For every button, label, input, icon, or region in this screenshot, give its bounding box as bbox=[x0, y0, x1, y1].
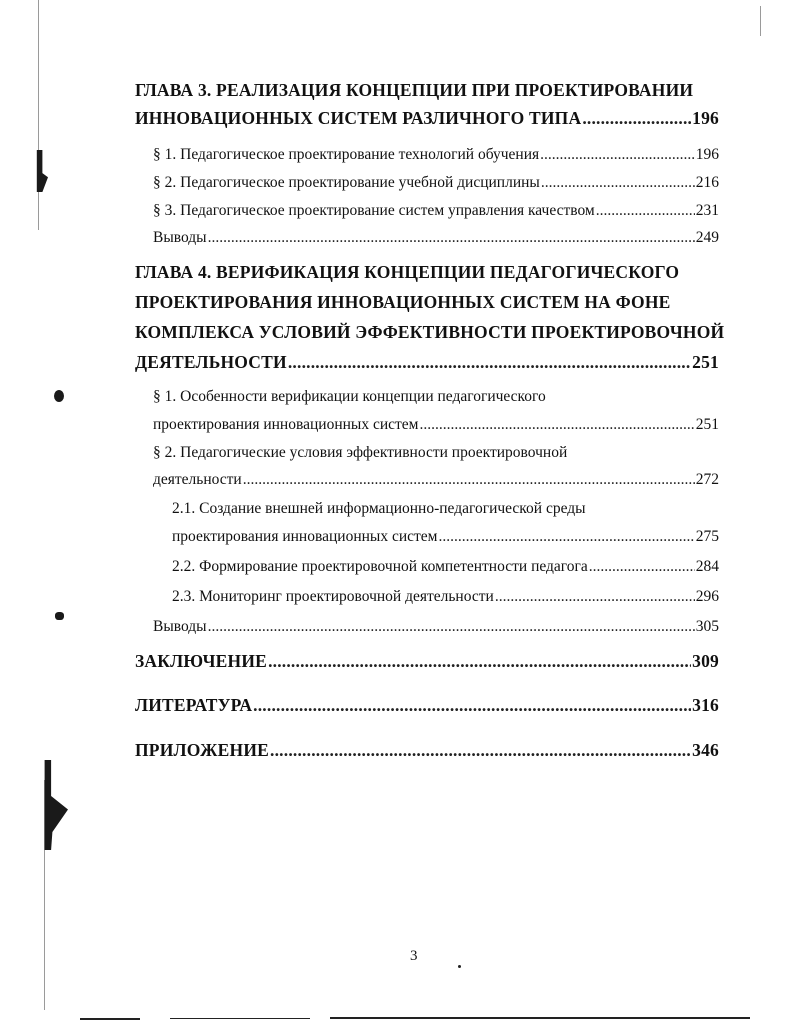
page-ref: 296 bbox=[695, 588, 719, 605]
section-title: 2.2. Формирование проектировочной компетентности педагога bbox=[172, 558, 588, 575]
toc-ch3-section-1 bbox=[153, 146, 719, 164]
leader-dots bbox=[419, 416, 694, 434]
page-ref: 249 bbox=[695, 229, 719, 246]
leader-dots bbox=[253, 695, 691, 716]
scan-edge-left bbox=[38, 0, 39, 230]
leader-dots bbox=[582, 108, 691, 129]
leader-dots bbox=[589, 558, 695, 576]
scan-bottom-line-2 bbox=[170, 1018, 310, 1019]
page-ref: 275 bbox=[695, 528, 719, 545]
toc-ch3-section-3 bbox=[153, 202, 719, 220]
section-title: 2.3. Мониторинг проектировочной деятельности bbox=[172, 588, 494, 605]
toc-ch4-section-2 bbox=[153, 471, 719, 489]
toc-ch4-section-1-line-1: § 1. Особенности верификации концепции педагогического bbox=[153, 388, 546, 405]
page-ref: 272 bbox=[695, 471, 719, 488]
leader-dots bbox=[243, 471, 695, 489]
section-title: § 1. Педагогическое проектирование технологий обучения bbox=[153, 146, 540, 163]
page-ref: 316 bbox=[692, 695, 719, 715]
toc-appendix bbox=[135, 740, 719, 761]
leader-dots bbox=[438, 528, 694, 546]
chapter-4-title-line-2: ПРОЕКТИРОВАНИЯ ИННОВАЦИОННЫХ СИСТЕМ НА ФОНЕ bbox=[135, 292, 671, 312]
scan-speck bbox=[458, 965, 461, 968]
leader-dots bbox=[596, 202, 695, 220]
page-ref: 231 bbox=[695, 202, 719, 219]
leader-dots bbox=[208, 229, 695, 247]
scan-edge-right bbox=[760, 6, 761, 36]
page-ref: 196 bbox=[695, 146, 719, 163]
page-ref: 251 bbox=[695, 416, 719, 433]
section-title: проектирования инновационных систем bbox=[153, 416, 419, 433]
chapter-4-title-line-1: ГЛАВА 4. ВЕРИФИКАЦИЯ КОНЦЕПЦИИ ПЕДАГОГИЧЕСКОГО bbox=[135, 262, 680, 282]
toc-ch3-conclusions bbox=[153, 229, 719, 247]
section-title: § 2. Педагогическое проектирование учебной дисциплины bbox=[153, 174, 540, 191]
toc-ch4-subsection-2-3 bbox=[172, 588, 719, 606]
section-title: деятельности bbox=[153, 471, 242, 488]
toc-ch4-subsection-2-2 bbox=[172, 558, 719, 576]
leader-dots bbox=[268, 651, 691, 672]
scan-bottom-line-1 bbox=[80, 1018, 140, 1020]
leader-dots bbox=[495, 588, 695, 606]
chapter-3-title-line-2: ИННОВАЦИОННЫХ СИСТЕМ РАЗЛИЧНОГО ТИПА bbox=[135, 108, 582, 128]
leader-dots bbox=[208, 618, 695, 636]
scan-mark-small bbox=[55, 612, 64, 620]
toc-ch4-section-1 bbox=[153, 416, 719, 434]
scan-mark-top bbox=[34, 150, 48, 192]
page-number: 3 bbox=[410, 948, 418, 964]
toc-ch4-section-2-line-1: § 2. Педагогические условия эффективности проектировочной bbox=[153, 444, 568, 461]
toc-chapter-4 bbox=[135, 352, 719, 373]
section-title: проектирования инновационных систем bbox=[172, 528, 438, 545]
page-ref: 309 bbox=[692, 651, 719, 671]
chapter-3-title-line-1: ГЛАВА 3. РЕАЛИЗАЦИЯ КОНЦЕПЦИИ ПРИ ПРОЕКТИРОВАНИИ bbox=[135, 80, 694, 100]
scan-bottom-line-3 bbox=[330, 1017, 750, 1019]
page-ref: 196 bbox=[692, 108, 719, 128]
leader-dots bbox=[288, 352, 691, 373]
toc-conclusion bbox=[135, 651, 719, 672]
page-ref: 346 bbox=[692, 740, 719, 760]
scan-dot bbox=[54, 390, 64, 402]
toc-ch3-section-2 bbox=[153, 174, 719, 192]
toc-ch4-conclusions bbox=[153, 618, 719, 636]
section-title: § 3. Педагогическое проектирование систем управления качеством bbox=[153, 202, 595, 219]
page-ref: 305 bbox=[695, 618, 719, 635]
section-title: Выводы bbox=[153, 618, 207, 635]
toc-ch4-subsection-2-1-line-1: 2.1. Создание внешней информационно-педагогической среды bbox=[172, 500, 586, 517]
toc-literature bbox=[135, 695, 719, 716]
section-title: ЛИТЕРАТУРА bbox=[135, 695, 253, 715]
chapter-4-title-line-4: ДЕЯТЕЛЬНОСТИ bbox=[135, 352, 287, 372]
chapter-4-title-line-3: КОМПЛЕКСА УСЛОВИЙ ЭФФЕКТИВНОСТИ ПРОЕКТИРОВОЧНОЙ bbox=[135, 322, 725, 342]
section-title: Выводы bbox=[153, 229, 207, 246]
page-ref: 216 bbox=[695, 174, 719, 191]
leader-dots bbox=[540, 146, 695, 164]
leader-dots bbox=[270, 740, 691, 761]
toc-ch4-subsection-2-1 bbox=[172, 528, 719, 546]
page-ref: 251 bbox=[692, 352, 719, 372]
page-ref: 284 bbox=[695, 558, 719, 575]
toc-chapter-3 bbox=[135, 108, 719, 129]
scan-mark-bottom bbox=[42, 760, 68, 850]
section-title: ПРИЛОЖЕНИЕ bbox=[135, 740, 270, 760]
leader-dots bbox=[541, 174, 695, 192]
section-title: ЗАКЛЮЧЕНИЕ bbox=[135, 651, 268, 671]
